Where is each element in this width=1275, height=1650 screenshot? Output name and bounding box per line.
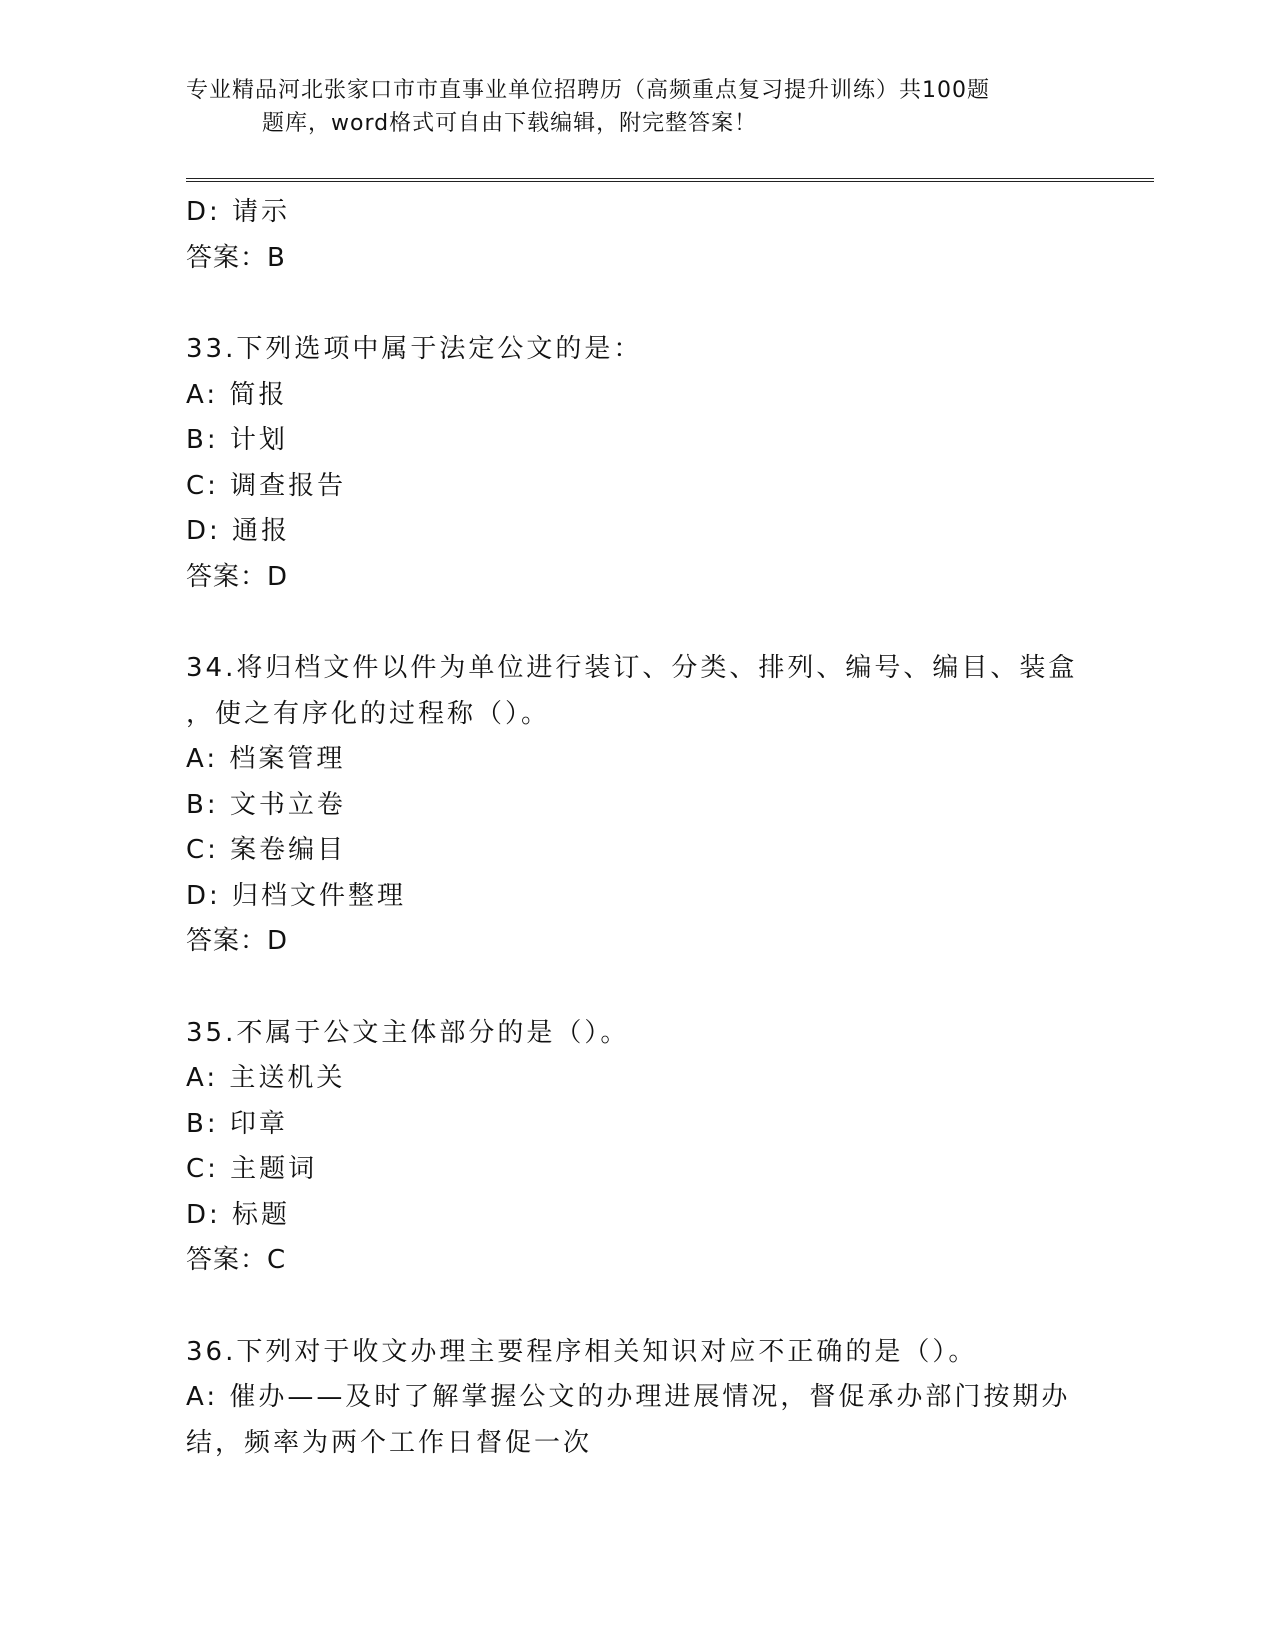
option-a: A: 主送机关 (186, 1063, 346, 1093)
option-b: B: 计划 (186, 425, 288, 455)
answer-line: 答案：B (186, 242, 286, 273)
document-header (186, 74, 1086, 140)
option-a-line2: 结，频率为两个工作日督促一次 (186, 1427, 593, 1458)
option-d: D: 归档文件整理 (186, 880, 407, 911)
option-d: D: 标题 (186, 1199, 291, 1230)
option-a: A: 简报 (186, 379, 288, 410)
question-34-line2: ，使之有序化的过程称（）。 (186, 698, 551, 729)
header-title-line1: 专业精品河北张家口市市直事业单位招聘历（高频重点复习提升训练）共100题 (186, 78, 990, 103)
option-c: C: 案卷编目 (186, 835, 347, 865)
answer-line: 答案：C (186, 1245, 287, 1275)
option-d: D: 请示 (186, 197, 291, 227)
option-b: B: 文书立卷 (186, 789, 346, 820)
option-b: B: 印章 (186, 1108, 288, 1139)
option-c: C: 调查报告 (186, 470, 347, 501)
question-36: 36.下列对于收文办理主要程序相关知识对应不正确的是（）。 (186, 1336, 978, 1367)
question-33: 33.下列选项中属于法定公文的是： (186, 334, 643, 364)
option-a-line1: A: 催办——及时了解掌握公文的办理进展情况，督促承办部门按期办 (186, 1382, 1071, 1412)
header-divider (186, 178, 1154, 182)
answer-line: 答案：D (186, 926, 289, 956)
question-34-line1: 34.将归档文件以件为单位进行装订、分类、排列、编号、编目、装盒 (186, 653, 1078, 683)
option-d: D: 通报 (186, 516, 291, 546)
header-title-line2: 题库，word格式可自由下载编辑，附完整答案！ (262, 111, 758, 136)
question-35: 35.不属于公文主体部分的是（）。 (186, 1017, 630, 1048)
answer-line: 答案：D (186, 561, 289, 592)
option-c: C: 主题词 (186, 1154, 318, 1184)
question-list (186, 190, 1086, 1466)
option-a: A: 档案管理 (186, 744, 346, 774)
